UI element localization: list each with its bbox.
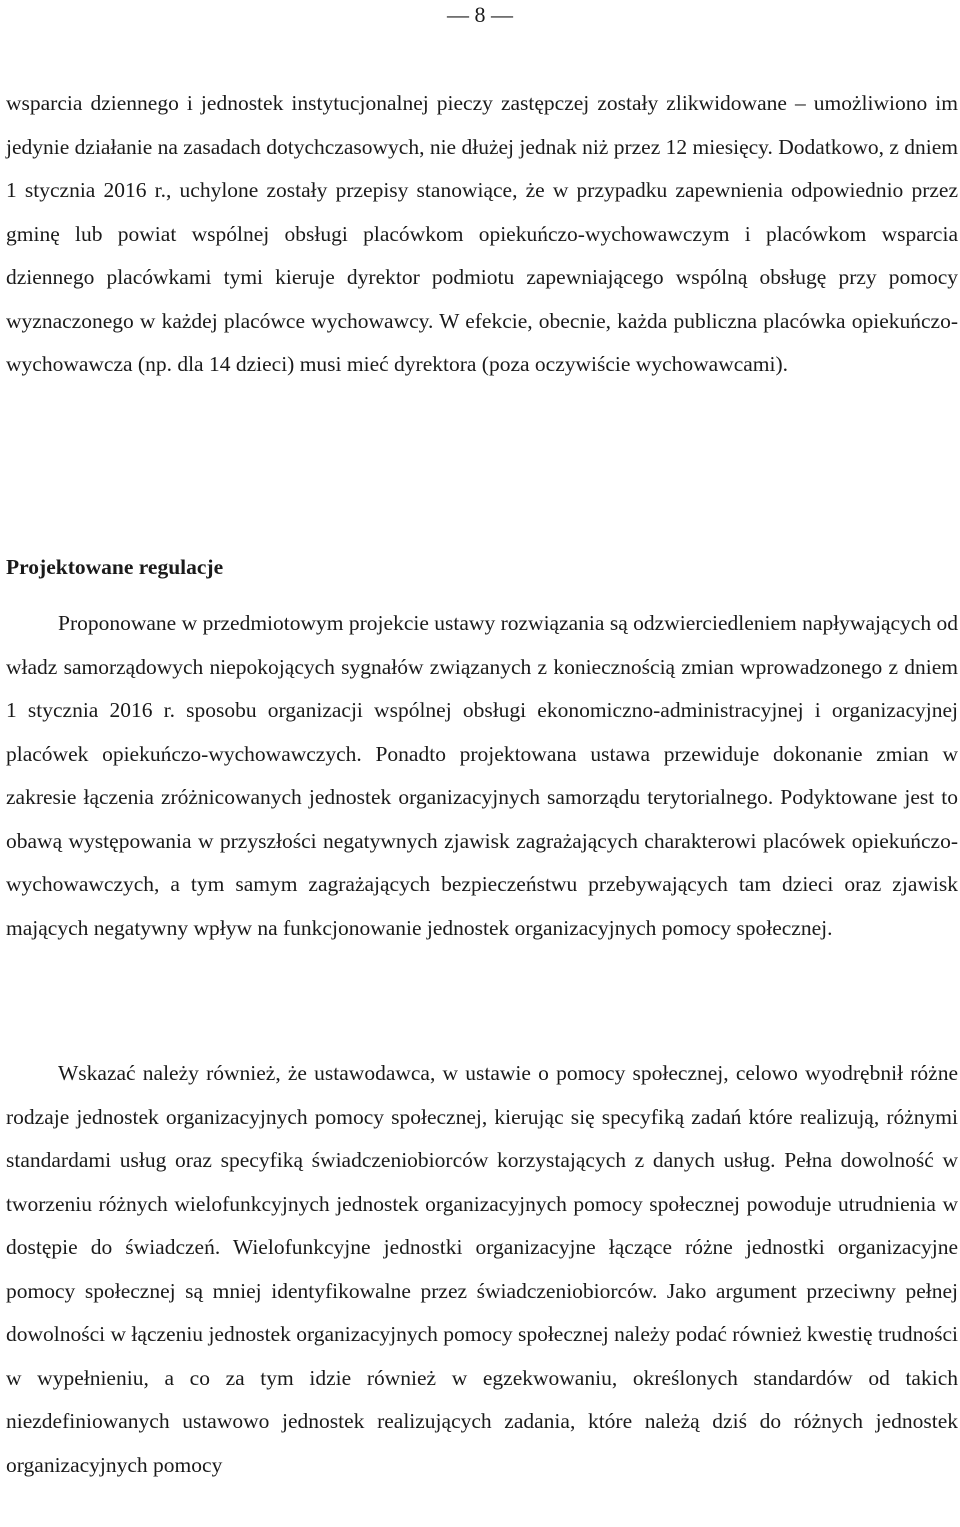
continuation-paragraph: wsparcia dziennego i jednostek instytucjonalnej pieczy zastępczej zostały zlikwidowane – umożliwiono im jedynie działanie na zasadach dotychczasowych, nie dłużej jednak niż przez 12 miesięcy. Dodatkowo, z dniem 1 stycznia 2016 r., uchylone zostały przepisy stanowiące, że w przypadku zapewnienia odpowiednio przez gminę lub powiat wspólnej obsługi placówkom opiekuńczo-wychowawczym i placówkom wsparcia dziennego placówkami tymi kieruje dyrektor podmiotu zapewniającego wspólną obsługę przy pomocy wyznaczonego w każdej placówce wychowawcy. W efekcie, obecnie, każda publiczna placówka opiekuńczo-wychowawcza (np. dla 14 dzieci) musi mieć dyrektora (poza oczywiście wychowawcami). xyxy=(6,91,958,376)
page-number: — 8 — xyxy=(447,2,513,27)
section-heading: Projektowane regulacje xyxy=(6,555,224,579)
second-block xyxy=(6,1052,958,1487)
regulations-block xyxy=(6,602,958,950)
continuation-block xyxy=(6,82,958,387)
section-heading-block xyxy=(6,546,958,590)
second-paragraph: Wskazać należy również, że ustawodawca, w ustawie o pomocy społecznej, celowo wyodrębnił różne rodzaje jednostek organizacyjnych pomocy społecznej, kierując się specyfiką zadań które realizują, różnymi standardami usług oraz specyfiką świadczeniobiorców korzystających z danych usług. Pełna dowolność w tworzeniu różnych wielofunkcyjnych jednostek organizacyjnych pomocy społecznej powoduje utrudnienia w dostępie do świadczeń. Wielofunkcyjne jednostki organizacyjne łączące różne jednostki organizacyjne pomocy społecznej są mniej identyfikowalne przez świadczeniobiorców. Jako argument przeciwny pełnej dowolności w łączeniu jednostek organizacyjnych pomocy społecznej należy podać również kwestię trudności w wypełnieniu, a co za tym idzie również w egzekwowaniu, określonych standardów od takich niezdefiniowanych ustawowo jednostek realizujących zadania, które należą dziś do różnych jednostek organizacyjnych pomocy xyxy=(6,1061,958,1477)
regulations-paragraph: Proponowane w przedmiotowym projekcie ustawy rozwiązania są odzwierciedleniem napływających od władz samorządowych niepokojących sygnałów związanych z koniecznością zmian wprowadzonego z dniem 1 stycznia 2016 r. sposobu organizacji wspólnej obsługi ekonomiczno-administracyjnej i organizacyjnej placówek opiekuńczo-wychowawczych. Ponadto projektowana ustawa przewiduje dokonanie zmian w zakresie łączenia zróżnicowanych jednostek organizacyjnych samorządu terytorialnego. Podyktowane jest to obawą występowania w przyszłości negatywnych zjawisk zagrażających charakterowi placówek opiekuńczo-wychowawczych, a tym samym zagrażających bezpieczeństwu przebywających tam dzieci oraz zjawisk mających negatywny wpływ na funkcjonowanie jednostek organizacyjnych pomocy społecznej. xyxy=(6,611,958,940)
